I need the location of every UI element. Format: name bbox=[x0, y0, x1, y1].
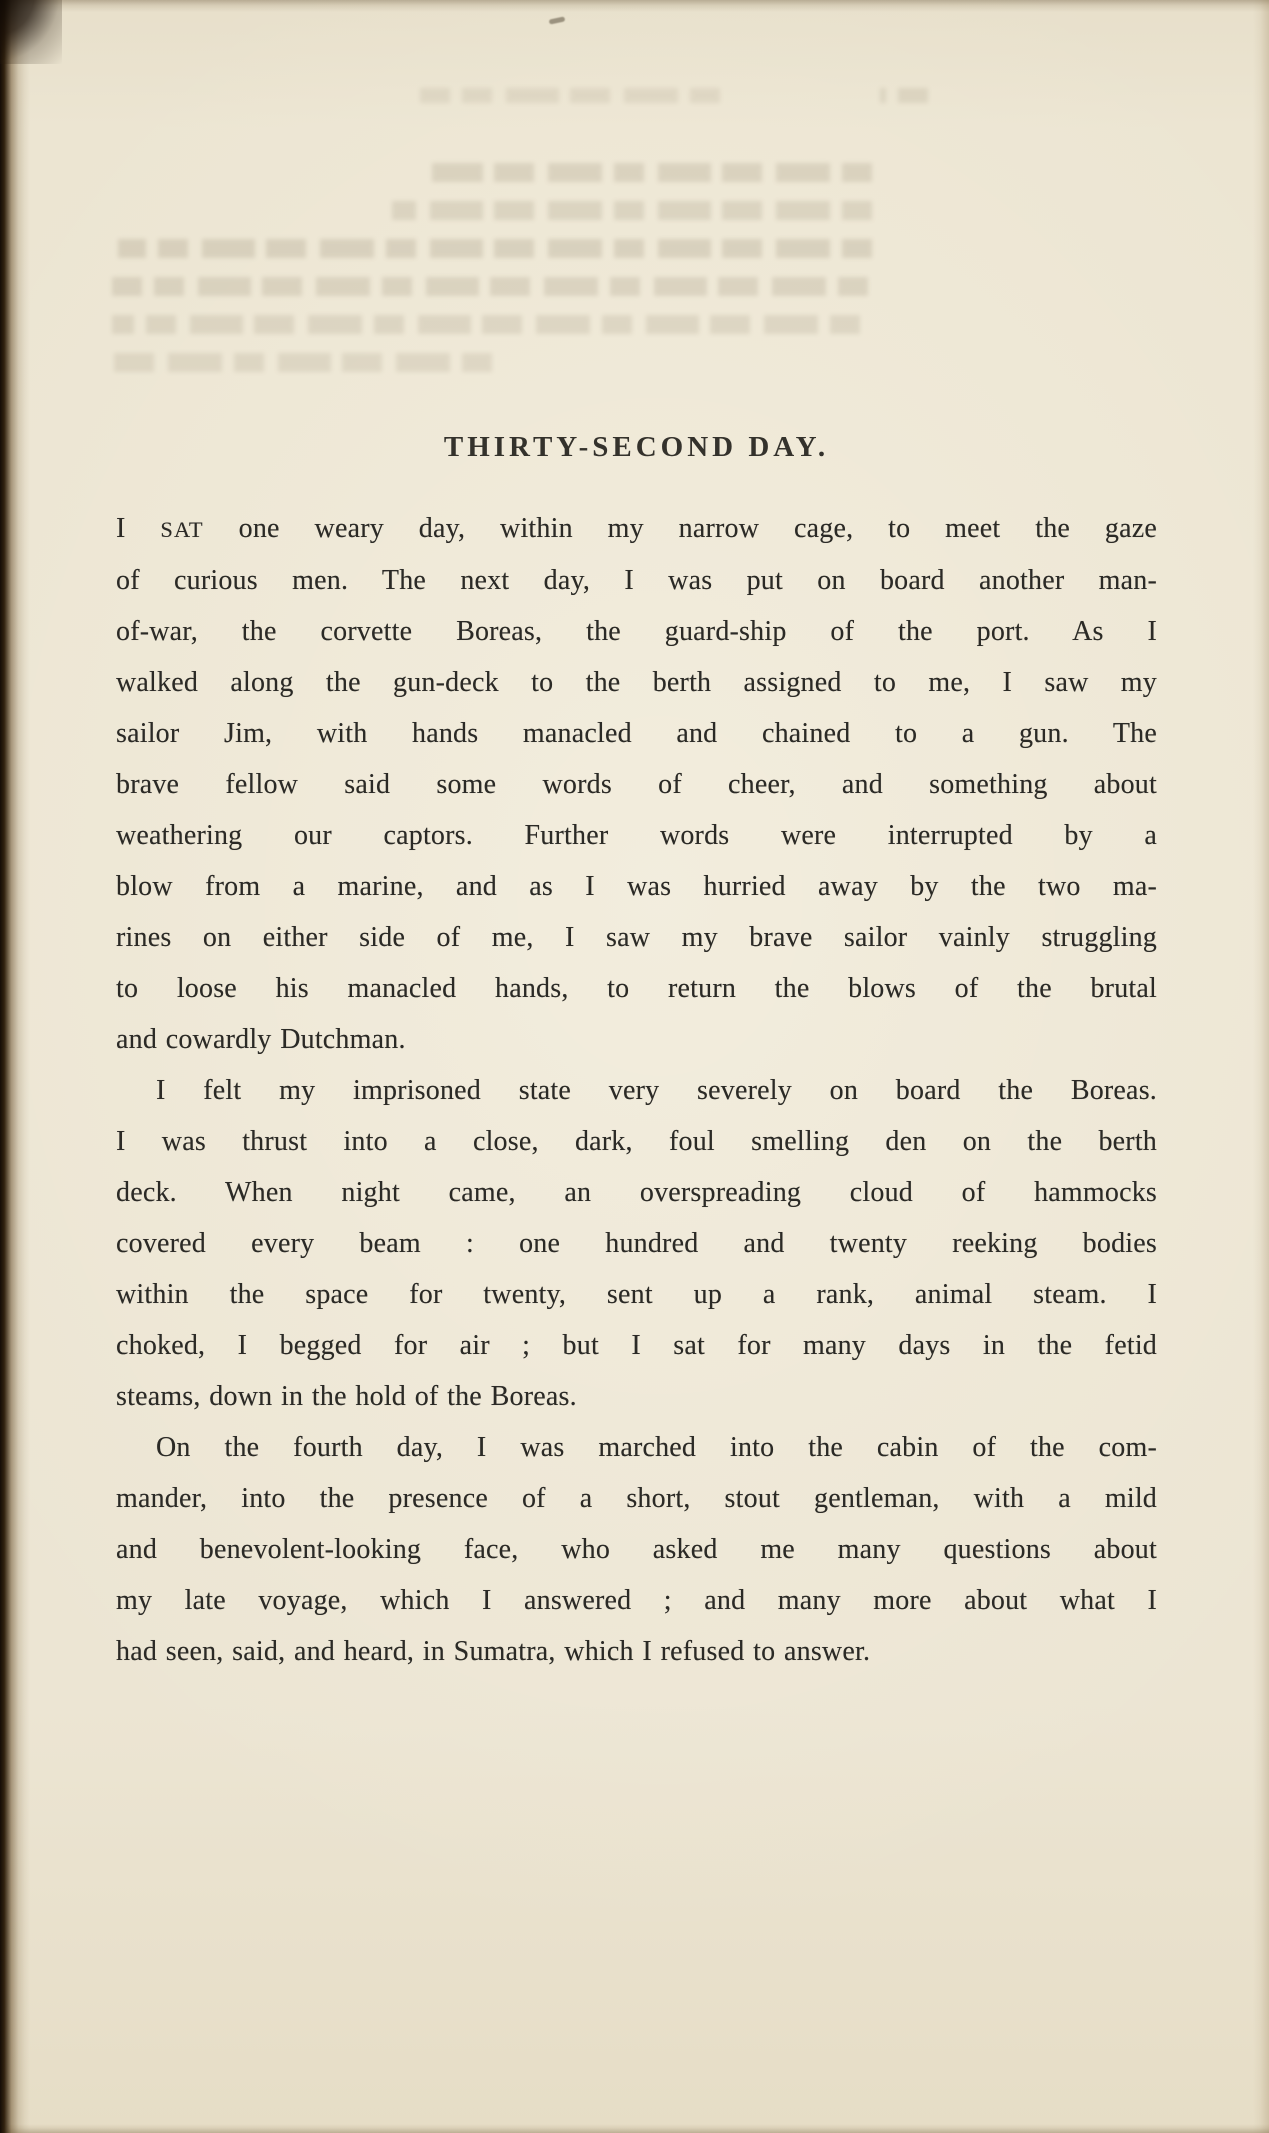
ghost-showthrough-line bbox=[112, 353, 492, 372]
text-line: blow from a marine, and as I was hurried away by the two ma- bbox=[116, 871, 1157, 902]
text-line: of curious men. The next day, I was put on board another man- bbox=[116, 565, 1157, 596]
ghost-showthrough-pagenumber bbox=[880, 88, 928, 103]
text-line: sailor Jim, with hands manacled and chained to a gun. The bbox=[116, 718, 1157, 749]
text-line: I felt my imprisoned state very severely on board the Boreas. bbox=[156, 1075, 1157, 1106]
ink-speck bbox=[549, 16, 566, 24]
text-line: deck. When night came, an overspreading cloud of hammocks bbox=[116, 1177, 1157, 1208]
scan-corner-shadow bbox=[0, 0, 62, 64]
ghost-showthrough-line bbox=[112, 315, 860, 334]
paragraph bbox=[116, 503, 1157, 1065]
text-line: choked, I begged for air ; but I sat for many days in the fetid bbox=[116, 1330, 1157, 1361]
ghost-showthrough-line bbox=[392, 201, 872, 220]
text-line: mander, into the presence of a short, stout gentleman, with a mild bbox=[116, 1483, 1157, 1514]
page-edge-bottom bbox=[0, 2124, 1269, 2133]
text-line: and cowardly Dutchman. bbox=[116, 1024, 406, 1055]
text-line: to loose his manacled hands, to return the blows of the brutal bbox=[116, 973, 1157, 1004]
smallcaps-word: SAT bbox=[160, 517, 204, 542]
paragraphs bbox=[116, 503, 1157, 1677]
text-run: one weary day, within my narrow cage, to meet the gaze bbox=[203, 513, 1157, 544]
ghost-showthrough-header bbox=[420, 88, 720, 103]
text-line: steams, down in the hold of the Boreas. bbox=[116, 1381, 577, 1412]
text-line: On the fourth day, I was marched into the cabin of the com- bbox=[156, 1432, 1157, 1463]
text-line: my late voyage, which I answered ; and many more about what I bbox=[116, 1585, 1157, 1616]
text-run: I bbox=[116, 513, 161, 544]
chapter-heading: THIRTY-SECOND DAY. bbox=[443, 431, 830, 463]
paragraph bbox=[116, 1422, 1157, 1677]
page-edge-top bbox=[0, 0, 1269, 12]
text-line: within the space for twenty, sent up a rank, animal steam. I bbox=[116, 1279, 1157, 1310]
text-line: rines on either side of me, I saw my brave sailor vainly struggling bbox=[116, 922, 1157, 953]
text-line: walked along the gun-deck to the berth assigned to me, I saw my bbox=[116, 667, 1157, 698]
ghost-showthrough-line bbox=[432, 163, 872, 182]
page-edge-right bbox=[1253, 0, 1269, 2133]
text-line: weathering our captors. Further words were interrupted by a bbox=[116, 820, 1157, 851]
text-line: and benevolent-looking face, who asked me many questions about bbox=[116, 1534, 1157, 1565]
text-line: covered every beam : one hundred and twenty reeking bodies bbox=[116, 1228, 1157, 1259]
ghost-showthrough-line bbox=[118, 239, 872, 258]
page-edge-left-gutter bbox=[0, 0, 30, 2133]
text-line: had seen, said, and heard, in Sumatra, which I refused to answer. bbox=[116, 1636, 871, 1667]
ghost-showthrough-line bbox=[112, 277, 868, 296]
text-line: I was thrust into a close, dark, foul smelling den on the berth bbox=[116, 1126, 1157, 1157]
paragraph bbox=[116, 1065, 1157, 1422]
text-line bbox=[116, 503, 1157, 555]
text-line: brave fellow said some words of cheer, and something about bbox=[116, 769, 1157, 800]
text-line: of-war, the corvette Boreas, the guard-ship of the port. As I bbox=[116, 616, 1157, 647]
